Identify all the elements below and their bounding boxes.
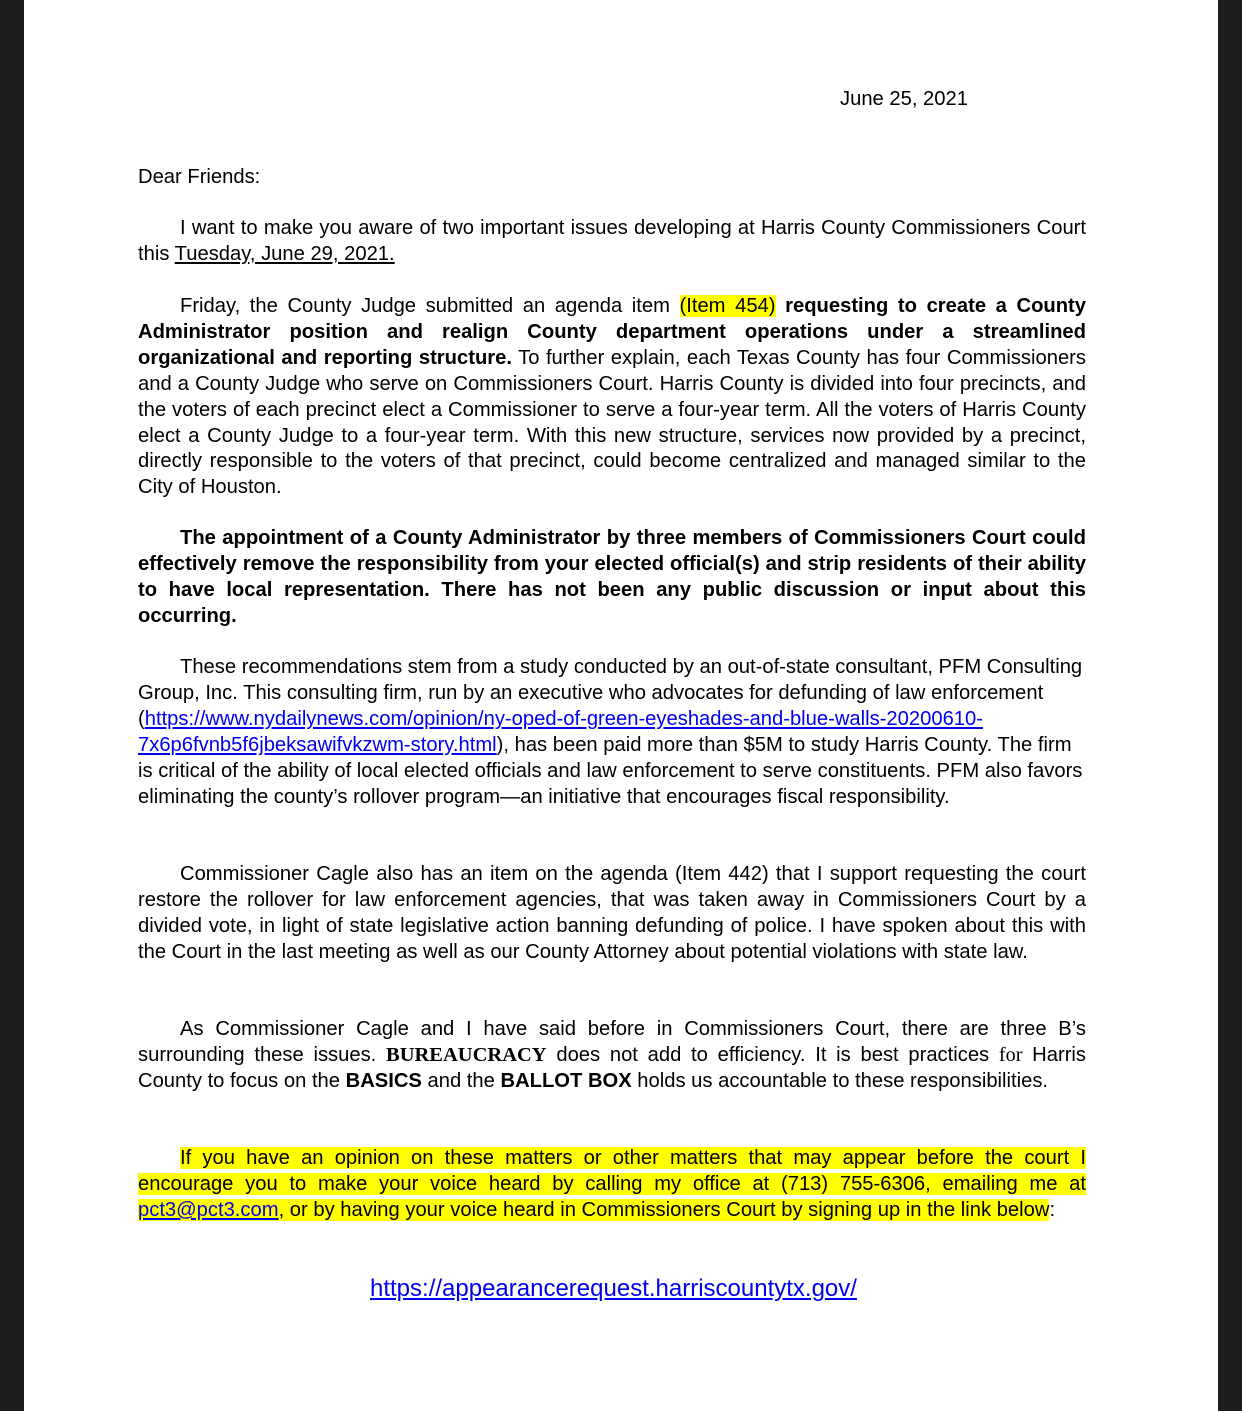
paragraph-7-lead: If you have an opinion on these matters or other matters that may appear before the court I encourage you to make your voice heard by calling my office at (713) 755-6306, emailing me at	[138, 1147, 1086, 1195]
email-link[interactable]: pct3@pct3.com	[138, 1198, 279, 1221]
paragraph-4-rest: ), has been paid more than $5M to study Harris County. The firm is critical of the ability of local elected officials and law enforcement to serve constituents. PFM also favors eliminating the county’s rollover program—an initiative that encourages fiscal responsibility.	[138, 733, 1083, 808]
meeting-date: Tuesday, June 29, 2021.	[174, 242, 395, 265]
paragraph-4-lead: These recommendations stem from a study conducted by an out-of-state consultant, PFM Consulting Group, Inc. This consulting firm, run by an executive who advocates for defunding of law enforcement (	[138, 656, 1083, 730]
paragraph-7-colon: :	[1049, 1198, 1056, 1221]
paragraph-6-rest: holds us accountable to these responsibilities.	[631, 1069, 1049, 1092]
paragraph-6	[138, 1017, 1086, 1095]
paragraph-3	[138, 526, 1086, 630]
bureaucracy-word: BUREAUCRACY	[386, 1043, 547, 1066]
basics-word: BASICS	[345, 1069, 422, 1092]
paragraph-4	[138, 655, 1086, 810]
salutation: Dear Friends:	[138, 166, 261, 188]
paragraph-2	[138, 294, 1086, 501]
paragraph-1	[138, 216, 1086, 268]
for-word: for	[998, 1043, 1023, 1066]
paragraph-6-mid3: and the	[421, 1069, 501, 1092]
paragraph-1-text: I want to make you aware of two important issues developing at Harris County Commissioners Court this	[138, 217, 1086, 265]
paragraph-6-lead: As Commissioner Cagle and I have said before in Commissioners Court, there are three B’s surrounding these issues.	[138, 1018, 1086, 1066]
nydailynews-link[interactable]: https://www.nydailynews.com/opinion/ny-oped-of-green-eyeshades-and-blue-walls-20200610-7x6p6fvnb5f6jbeksawifvkzwm-story.html	[138, 707, 983, 756]
paragraph-6-mid2: Harris County to focus on the	[138, 1043, 1086, 1092]
item-454-highlight: (Item 454)	[679, 295, 776, 317]
paragraph-3-bold: The appointment of a County Administrator by three members of Commissioners Court could effectively remove the responsibility from your elected official(s) and strip residents of their ability to have local representation. There has not been any public discussion or input about this occurring.	[138, 527, 1086, 627]
appearance-request-link[interactable]: https://appearancerequest.harriscountytx.gov/	[370, 1275, 857, 1302]
paragraph-2-rest: To further explain, each Texas County has four Commissioners and a County Judge who serve on Commissioners Court. Harris County is divided into four precincts, and the voters of each precinct elect a Commissioner to serve a four-year term. All the voters of Harris County elect a County Judge to a four-year term. With this new structure, services now provided by a precinct, directly responsible to the voters of that precinct, could become centralized and managed similar to the City of Houston.	[138, 346, 1086, 499]
paragraph-7-rest: , or by having your voice heard in Commissioners Court by signing up in the link below	[278, 1198, 1050, 1221]
paragraph-5-text: Commissioner Cagle also has an item on the agenda (Item 442) that I support requesting the court restore the rollover for law enforcement agencies, that was taken away in Commissioners Court by a divided vote, in light of state legislative action banning defunding of police. I have spoken about this with the Court in the last meeting as well as our County Attorney about potential violations with state law.	[138, 863, 1086, 963]
letter-date: June 25, 2021	[840, 88, 968, 110]
letter-page	[24, 0, 1218, 1411]
paragraph-6-mid1: does not add to efficiency. It is best practices	[546, 1043, 999, 1066]
paragraph-7	[138, 1146, 1086, 1224]
paragraph-2-bold: requesting to create a County Administrator position and realign County department operations under a streamlined organizational and reporting structure.	[138, 295, 1087, 369]
paragraph-2-lead: Friday, the County Judge submitted an agenda item	[180, 295, 680, 317]
paragraph-5	[138, 862, 1086, 966]
appearance-request-link-wrap	[370, 1274, 857, 1304]
ballot-box-word: BALLOT BOX	[500, 1069, 632, 1092]
